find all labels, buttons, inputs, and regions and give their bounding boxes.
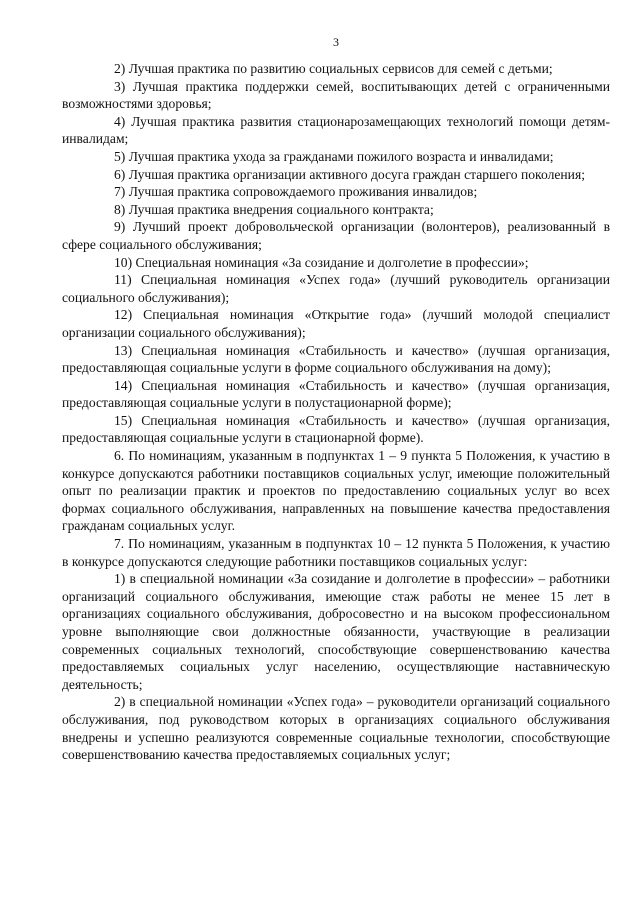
paragraph: 13) Специальная номинация «Стабильность и качество» (лучшая организация, предоставляющая социальные услуги в форме социального обслуживания на дому); bbox=[62, 342, 610, 376]
paragraph: 7. По номинациям, указанным в подпунктах 10 – 12 пункта 5 Положения, к участию в конкурсе допускаются следующие работники поставщиков социальных услуг: bbox=[62, 536, 610, 569]
paragraph: 15) Специальная номинация «Стабильность и качество» (лучшая организация, предоставляющая социальные услуги в стационарной форме). bbox=[62, 412, 610, 446]
paragraph: 3) Лучшая практика поддержки семей, воспитывающих детей с ограниченными возможностями здоровья; bbox=[62, 78, 610, 112]
paragraph: 7) Лучшая практика сопровождаемого проживания инвалидов; bbox=[114, 184, 478, 200]
paragraph: 5) Лучшая практика ухода за гражданами пожилого возраста и инвалидами; bbox=[114, 148, 554, 164]
paragraph: 2) Лучшая практика по развитию социальных сервисов для семей с детьми; bbox=[114, 61, 553, 76]
document-page bbox=[62, 34, 610, 764]
paragraph: 12) Специальная номинация «Открытие года» (лучший молодой специалист организации социального обслуживания); bbox=[62, 307, 610, 340]
paragraph: 6. По номинациям, указанным в подпунктах 1 – 9 пункта 5 Положения, к участию в конкурсе допускаются работники поставщиков социальных услуг, имеющие положительный опыт по реализации практик и проектов по предоставлению социальных услуг во всех формах социального обслуживания, направленных на повышение качества предоставления гражданам социальных услуг. bbox=[62, 448, 610, 534]
paragraph: 11) Специальная номинация «Успех года» (лучший руководитель организации социального обслуживания); bbox=[62, 272, 610, 305]
page-number: 3 bbox=[333, 35, 339, 49]
paragraph: 9) Лучший проект добровольческой организации (волонтеров), реализованный в сфере социального обслуживания; bbox=[62, 219, 610, 252]
paragraph: 10) Специальная номинация «За созидание и долголетие в профессии»; bbox=[114, 254, 529, 270]
paragraph: 14) Специальная номинация «Стабильность и качество» (лучшая организация, предоставляющая социальные услуги в полустационарной форме); bbox=[62, 377, 610, 411]
paragraph: 8) Лучшая практика внедрения социального контракта; bbox=[114, 201, 434, 217]
paragraph: 4) Лучшая практика развития стационарозамещающих технологий помощи детям-инвалидам; bbox=[62, 113, 610, 147]
paragraph: 6) Лучшая практика организации активного досуга граждан старшего поколения; bbox=[114, 166, 585, 182]
paragraph: 2) в специальной номинации «Успех года» – руководители организаций социального обслуживания, под руководством которых в организациях социального обслуживания внедрены и успешно реализуются современные социальные технологии, способствующие совершенствованию качества предоставляемых социальных услуг; bbox=[62, 694, 610, 763]
paragraph: 1) в специальной номинации «За созидание и долголетие в профессии» – работники организаций социального обслуживания, имеющие стаж работы не менее 15 лет в организациях социального обслуживания, добросовестно и на высоком профессиональном уровне выполняющие свои должностные обязанности, участвующие в реализации современных социальных технологий, способствующие совершенствованию качества предоставляемых социальных услуг населению, осуществляющие наставническую деятельность; bbox=[62, 571, 610, 692]
